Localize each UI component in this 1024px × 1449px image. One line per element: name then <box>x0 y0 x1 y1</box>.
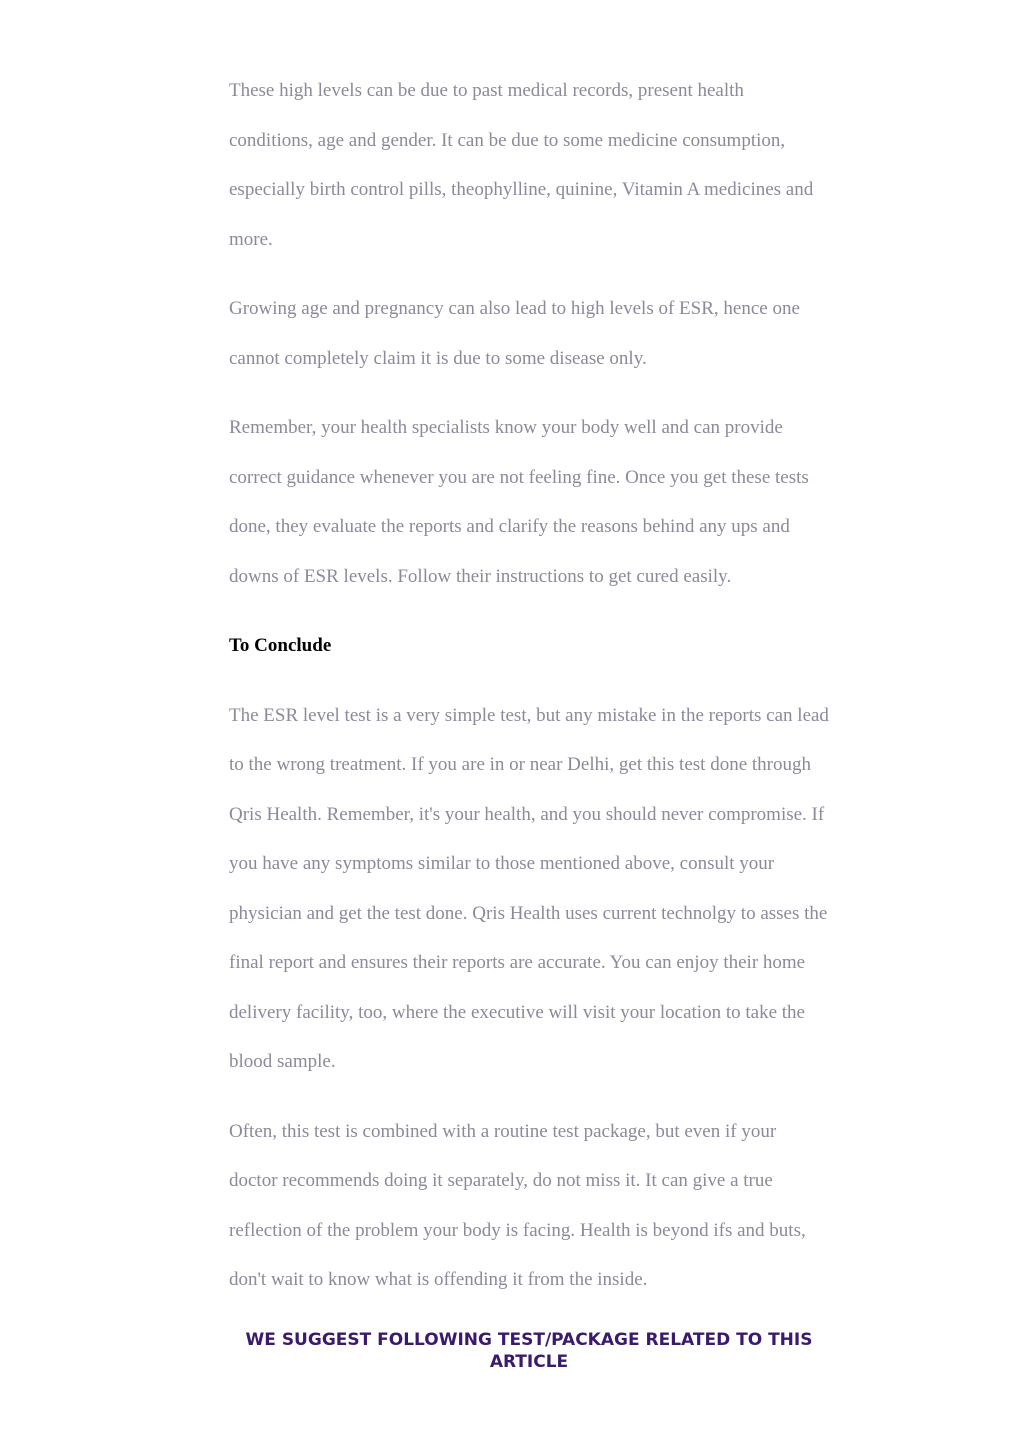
paragraph-health-specialists: Remember, your health specialists know your body well and can provide correct guidance whenever you are not feeling fine. Once you get these tests done, they evaluate the reports and clarify the reasons behind any ups and downs of ESR levels. Follow their instructions to get cured easily. <box>229 417 809 587</box>
paragraph-conclusion-package: Often, this test is combined with a routine test package, but even if your doctor recommends doing it separately, do not miss it. It can give a true reflection of the problem your body is facing. Health is beyond ifs and buts, don't wait to know what is offending it from the inside. <box>229 1120 806 1290</box>
article-body <box>229 66 829 1325</box>
paragraph-esr-causes: These high levels can be due to past medical records, present health conditions, age and gender. It can be due to some medicine consumption, especially birth control pills, theophylline, quinine, Vitamin A medicines and more. <box>229 80 814 250</box>
paragraph-conclusion-test: The ESR level test is a very simple test, but any mistake in the reports can lead to the wrong treatment. If you are in or near Delhi, get this test done through Qris Health. Remember, it's your health, and you should never compromise. If you have any symptoms similar to those mentioned above, consult your physician and get the test done. Qris Health uses current technolgy to asses the final report and ensures their reports are accurate. You can enjoy their home delivery facility, too, where the executive will visit your location to take the blood sample. <box>229 704 829 1072</box>
paragraph-age-pregnancy: Growing age and pregnancy can also lead to high levels of ESR, hence one cannot completely claim it is due to some disease only. <box>229 298 800 369</box>
section-heading-conclusion: To Conclude <box>229 635 332 656</box>
suggested-tests-heading: WE SUGGEST FOLLOWING TEST/PACKAGE RELATED TO THIS ARTICLE <box>245 1330 813 1372</box>
